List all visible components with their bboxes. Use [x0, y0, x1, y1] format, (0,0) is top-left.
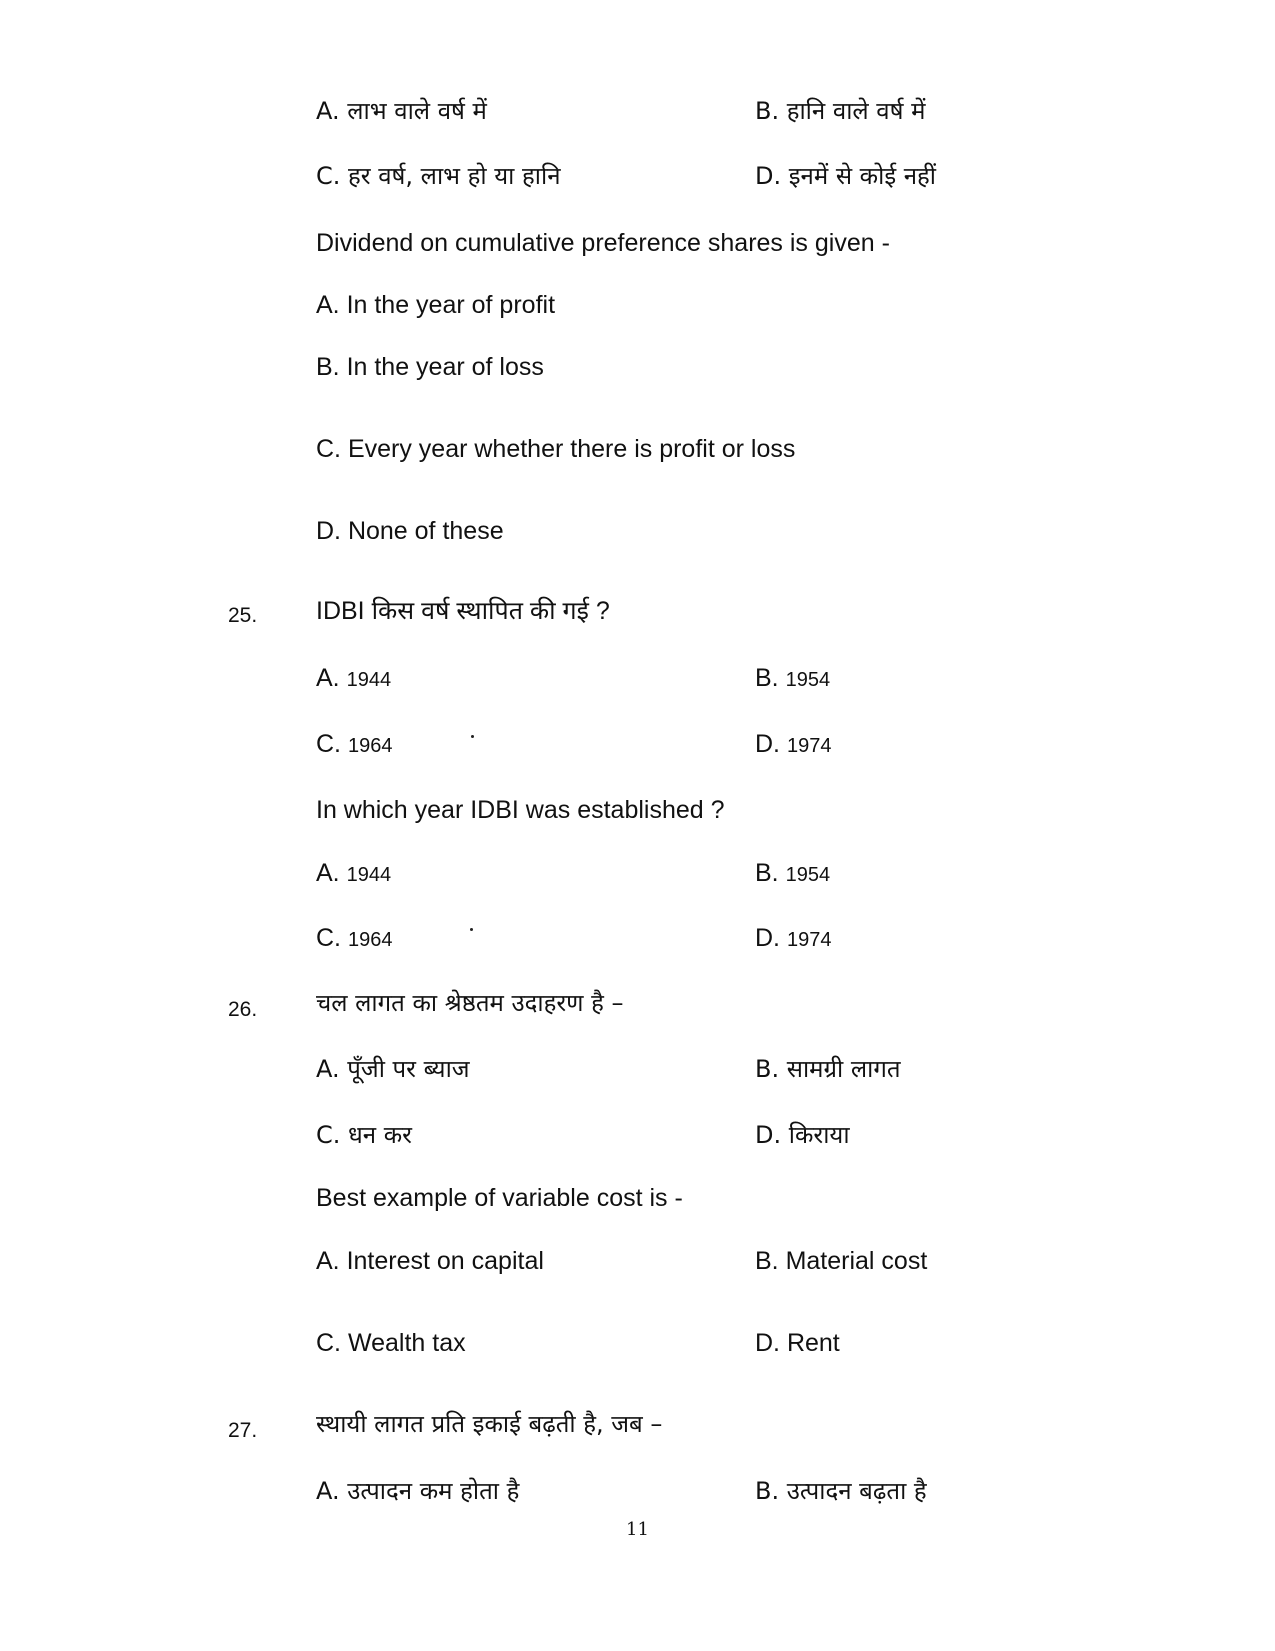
stray-mark: [471, 735, 474, 738]
q25-english-option-b: B. 1954: [755, 859, 831, 887]
question-25-hindi: IDBI किस वर्ष स्थापित की गई ?: [316, 597, 610, 625]
q26-english-option-c: C. Wealth tax: [316, 1329, 466, 1357]
q27-hindi-option-a: A. उत्पादन कम होता है: [316, 1477, 520, 1505]
q26-english-option-a: A. Interest on capital: [316, 1247, 544, 1275]
question-26-english: Best example of variable cost is -: [316, 1184, 683, 1212]
question-25-english: In which year IDBI was established ?: [316, 796, 725, 824]
stray-mark: [470, 928, 473, 931]
option-d-english: D. None of these: [316, 517, 504, 545]
q25-hindi-option-b: B. 1954: [755, 664, 831, 692]
q25-hindi-option-a: A. 1944: [316, 664, 392, 692]
option-a-english: A. In the year of profit: [316, 291, 556, 319]
q26-english-option-b: B. Material cost: [755, 1247, 928, 1275]
option-c-english: C. Every year whether there is profit or loss: [316, 435, 796, 463]
option-c-hindi: C. हर वर्ष, लाभ हो या हानि: [316, 162, 561, 190]
q25-hindi-option-d: D. 1974: [755, 730, 832, 758]
q26-hindi-option-a: A. पूँजी पर ब्याज: [316, 1055, 470, 1083]
q26-hindi-option-b: B. सामग्री लागत: [755, 1055, 901, 1083]
question-number-26: 26.: [228, 998, 258, 1021]
question-text-english: Dividend on cumulative preference shares is given -: [316, 229, 890, 257]
option-b-english: B. In the year of loss: [316, 353, 544, 381]
q26-english-option-d: D. Rent: [755, 1329, 840, 1357]
q25-english-option-d: D. 1974: [755, 924, 832, 952]
q27-hindi-option-b: B. उत्पादन बढ़ता है: [755, 1477, 927, 1505]
q25-hindi-option-c: C. 1964: [316, 730, 393, 758]
option-b-hindi: B. हानि वाले वर्ष में: [755, 97, 926, 125]
question-26-hindi: चल लागत का श्रेष्ठतम उदाहरण है –: [316, 989, 624, 1017]
question-27-hindi: स्थायी लागत प्रति इकाई बढ़ती है, जब –: [316, 1410, 663, 1438]
q26-hindi-option-d: D. किराया: [755, 1121, 850, 1149]
question-number-25: 25.: [228, 604, 258, 627]
page-number: 11: [626, 1519, 649, 1540]
option-d-hindi: D. इनमें से कोई नहीं: [755, 162, 937, 190]
q25-english-option-a: A. 1944: [316, 859, 392, 887]
option-a-hindi: A. लाभ वाले वर्ष में: [316, 97, 487, 125]
q25-english-option-c: C. 1964: [316, 924, 393, 952]
question-number-27: 27.: [228, 1419, 258, 1442]
q26-hindi-option-c: C. धन कर: [316, 1121, 412, 1149]
